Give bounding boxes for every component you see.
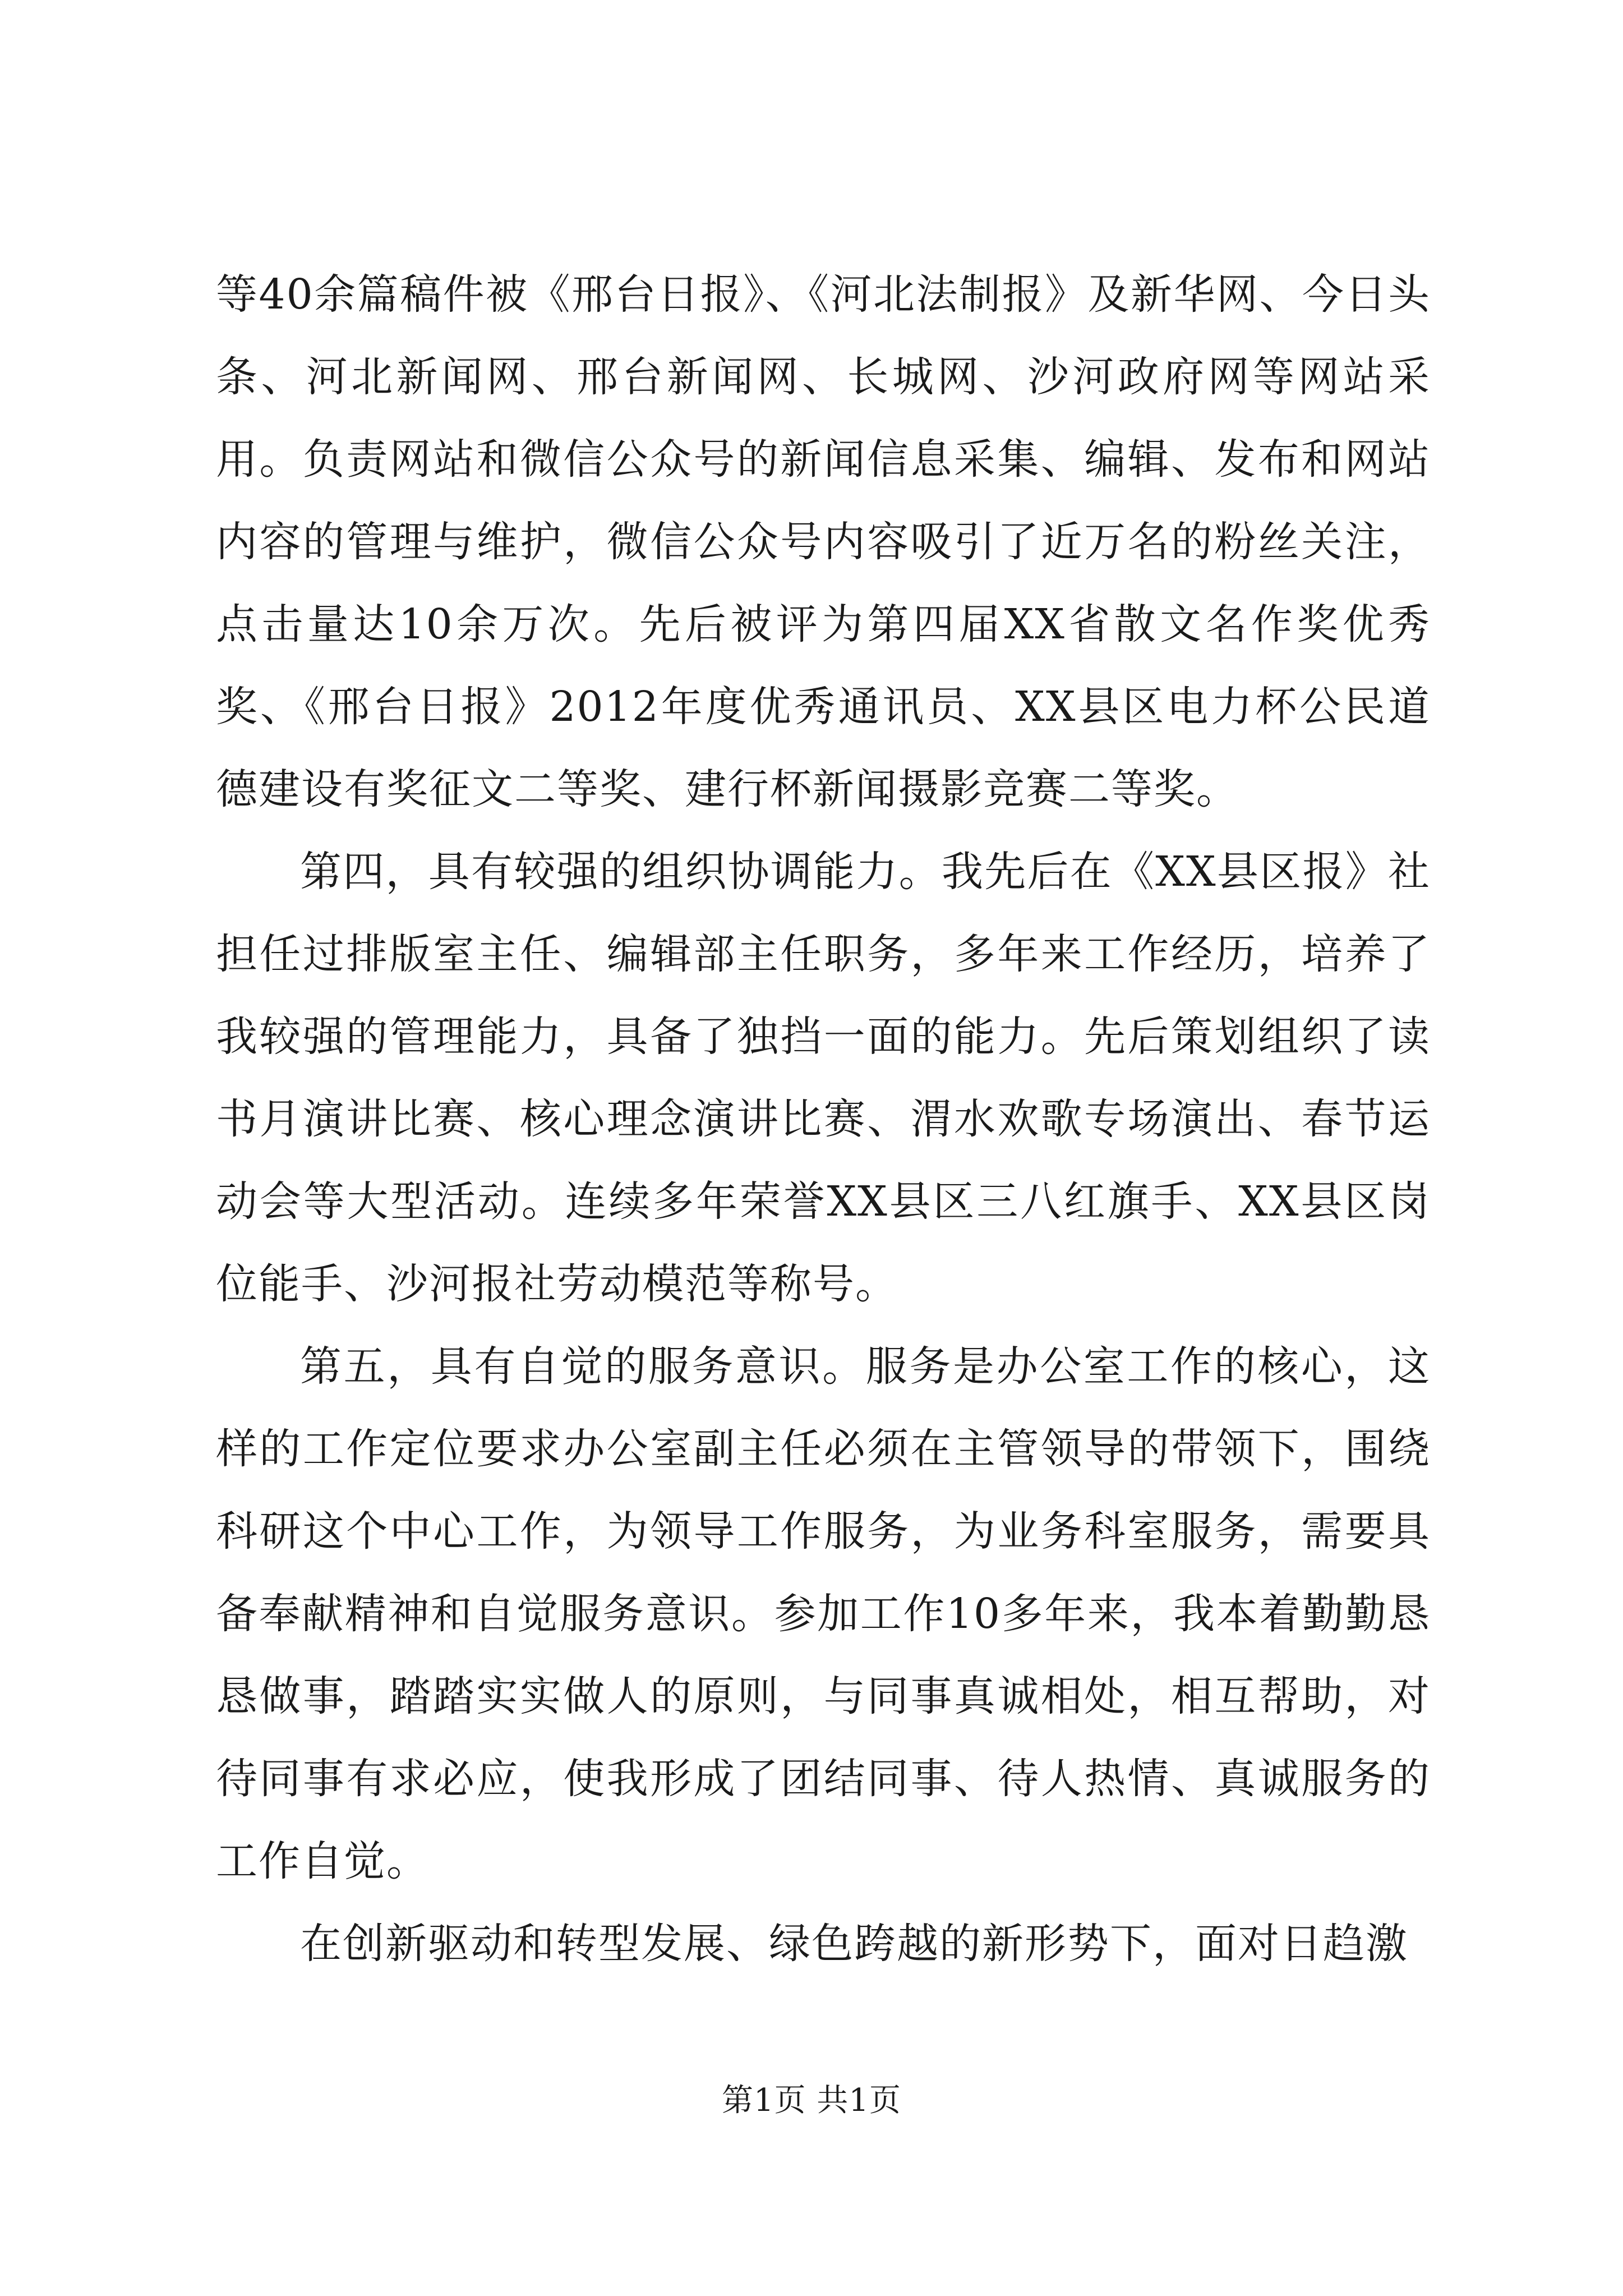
paragraph-2: 第四，具有较强的组织协调能力。我先后在《XX县区报》社担任过排版室主任、编辑部主任职务，多年来工作经历，培养了我较强的管理能力，具备了独挡一面的能力。先后策划组织了读书月演讲比赛、核心理念演讲比赛、渭水欢歌专场演出、春节运动会等大型活动。连续多年荣誉XX县区三八红旗手、XX县区岗位能手、沙河报社劳动模范等称号。: [216, 848, 1431, 1308]
document-body: [216, 254, 1431, 1985]
paragraph-3: 第五，具有自觉的服务意识。服务是办公室工作的核心，这样的工作定位要求办公室副主任必须在主管领导的带领下，围绕科研这个中心工作，为领导工作服务，为业务科室服务，需要具备奉献精神和自觉服务意识。参加工作10多年来，我本着勤勤恳恳做事，踏踏实实做人的原则，与同事真诚相处，相互帮助，对待同事有求必应，使我形成了团结同事、待人热情、真诚服务的工作自觉。: [216, 1342, 1431, 1885]
page-footer: 第1页 共1页: [721, 2082, 902, 2119]
paragraph-4: 在创新驱动和转型发展、绿色跨越的新形势下，面对日趋激: [300, 1920, 1408, 1968]
paragraph-1: 等40余篇稿件被《邢台日报》、《河北法制报》及新华网、今日头条、河北新闻网、邢台新闻网、长城网、沙河政府网等网站采用。负责网站和微信公众号的新闻信息采集、编辑、发布和网站内容的管理与维护，微信公众号内容吸引了近万名的粉丝关注，点击量达10余万次。先后被评为第四届XX省散文名作奖优秀奖、《邢台日报》2012年度优秀通讯员、XX县区电力杯公民道德建设有奖征文二等奖、建行杯新闻摄影竞赛二等奖。: [216, 270, 1431, 813]
